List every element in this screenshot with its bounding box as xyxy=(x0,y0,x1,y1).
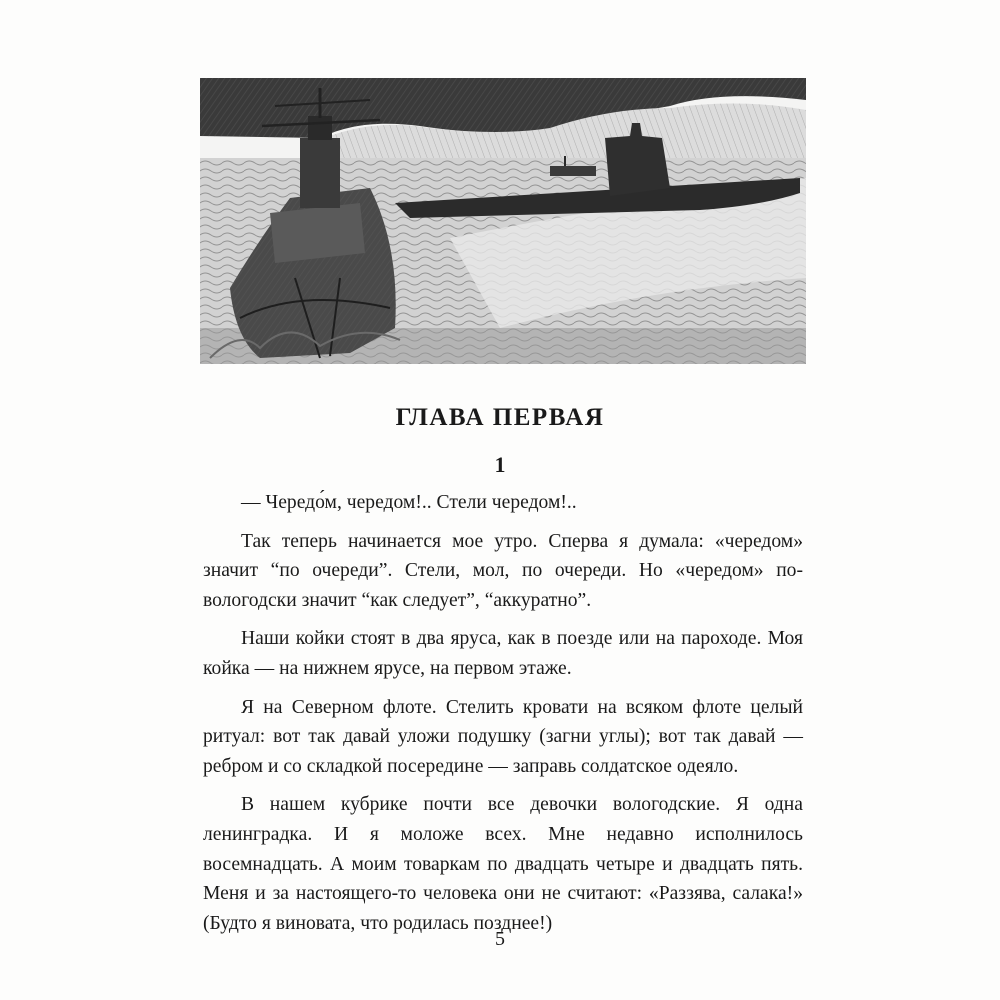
paragraph: В нашем кубрике почти все девочки вологодские. Я одна ленинградка. И я моложе всех. Мне недавно исполнилось восемнадцать. А моим товаркам по двадцать четыре и двадцать пять. Меня и за настоящего-то человека они не считают: «Раззява, салака!» (Будто я виновата, что родилась позднее!) xyxy=(203,794,803,934)
paragraph: Так теперь начинается мое утро. Сперва я думала: «чередом» значит “по очереди”. Стели, мол, по очереди. Но «чередом» по-вологодски значит “как следует”, “аккуратно”. xyxy=(203,530,803,611)
paragraph: — Чередо́м, чередом!.. Стели чередом!.. xyxy=(241,492,577,513)
chapter-illustration xyxy=(200,78,806,364)
paragraph: Я на Северном флоте. Стелить кровати на всяком флоте целый ритуал: вот так давай уложи подушку (загни углы); вот так давай — ребром и со складкой посередине — заправь солдатское одеяло. xyxy=(203,696,803,777)
body-text xyxy=(203,488,803,938)
section-number: 1 xyxy=(494,452,506,477)
chapter-title: ГЛАВА ПЕРВАЯ xyxy=(395,404,605,431)
page-number: 5 xyxy=(495,928,505,950)
paragraph: Наши койки стоят в два яруса, как в поезде или на пароходе. Моя койка — на нижнем ярусе, на первом этаже. xyxy=(203,628,803,679)
